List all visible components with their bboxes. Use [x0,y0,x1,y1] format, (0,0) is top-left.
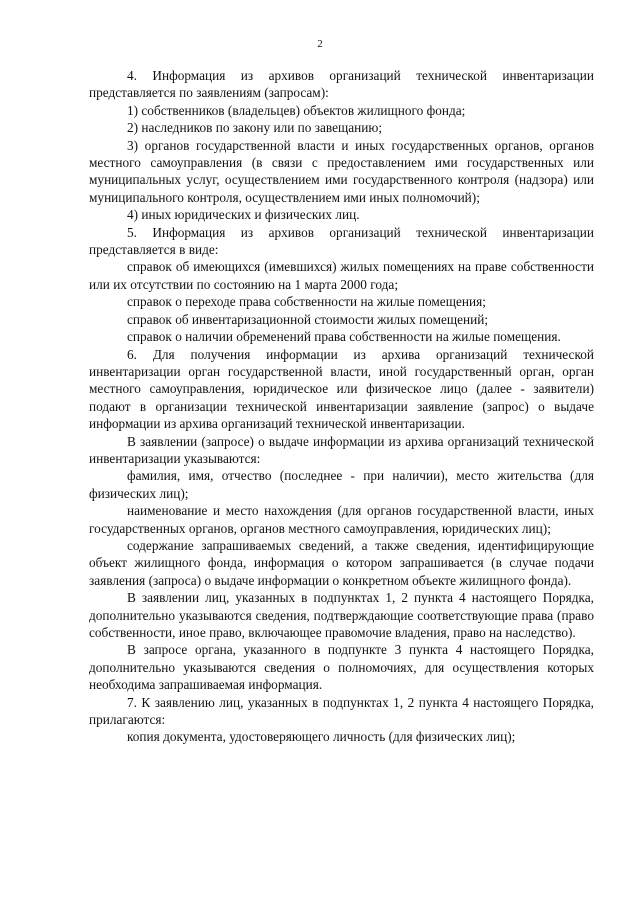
paragraph: справок об инвентаризационной стоимости жилых помещений; [127,311,489,327]
paragraph: 4. Информация из архивов организаций технической инвентаризации представляется по заявлениям (запросам): [89,68,594,101]
paragraph: справок о наличии обременений права собственности на жилые помещения. [127,329,561,345]
paragraph: 6. Для получения информации из архива организаций технической инвентаризации орган государственной власти, иной государственный орган, орган местного самоуправления, юридическое или физическое лицо (далее - заявители) подают в организации технической инвентаризации заявление (запрос) о выдаче информации из архива организаций технической инвентаризации. [89,346,594,432]
paragraph: 4) иных юридических и физических лиц. [127,207,360,223]
paragraph: В заявлении (запросе) о выдаче информации из архива организаций технической инвентаризации указываются: [89,433,594,466]
paragraph: 5. Информация из архивов организаций технической инвентаризации представляется в виде: [89,224,594,258]
paragraph: 1) собственников (владельцев) объектов жилищного фонда; [127,102,466,118]
paragraph: 2) наследников по закону или по завещанию; [127,120,383,136]
paragraph: справок о переходе права собственности на жилые помещения; [127,294,486,310]
paragraph: 7. К заявлению лиц, указанных в подпунктах 1, 2 пункта 4 настоящего Порядка, прилагаются: [89,694,594,728]
paragraph: В заявлении лиц, указанных в подпунктах 1, 2 пункта 4 настоящего Порядка, дополнительно указываются сведения, подтверждающие соответствующие права (право собственности, иное право, включающее правомочие владения, право на наследство). [89,590,594,640]
paragraph: копия документа, удостоверяющего личность (для физических лиц); [127,729,516,745]
paragraph: фамилия, имя, отчество (последнее - при наличии), место жительства (для физических лиц); [89,468,594,501]
paragraph: 3) органов государственной власти и иных государственных органов, органов местного самоуправления (в связи с предоставлением ими государственных или муниципальных услуг, осуществлением ими государственного контроля (надзора) или муниципального контроля, осуществлением ими иных полномочий); [89,137,594,205]
document-body [89,67,594,746]
paragraph: содержание запрашиваемых сведений, а также сведения, идентифицирующие объект жилищного фонда, информация о котором запрашивается (в случае подачи заявления (запроса) о выдаче информации о конкретном объекте жилищного фонда). [89,537,594,588]
page-number: 2 [317,38,323,50]
paragraph: справок об имеющихся (имевшихся) жилых помещениях на праве собственности или их отсутствии по состоянию на 1 марта 2000 года; [89,259,594,292]
paragraph: В запросе органа, указанного в подпункте 3 пункта 4 настоящего Порядка, дополнительно указываются сведения о полномочиях, для осуществления которых необходима запрашиваемая информация. [89,642,594,693]
paragraph: наименование и место нахождения (для органов государственной власти, иных государственных органов, органов местного самоуправления, юридических лиц); [89,503,594,536]
